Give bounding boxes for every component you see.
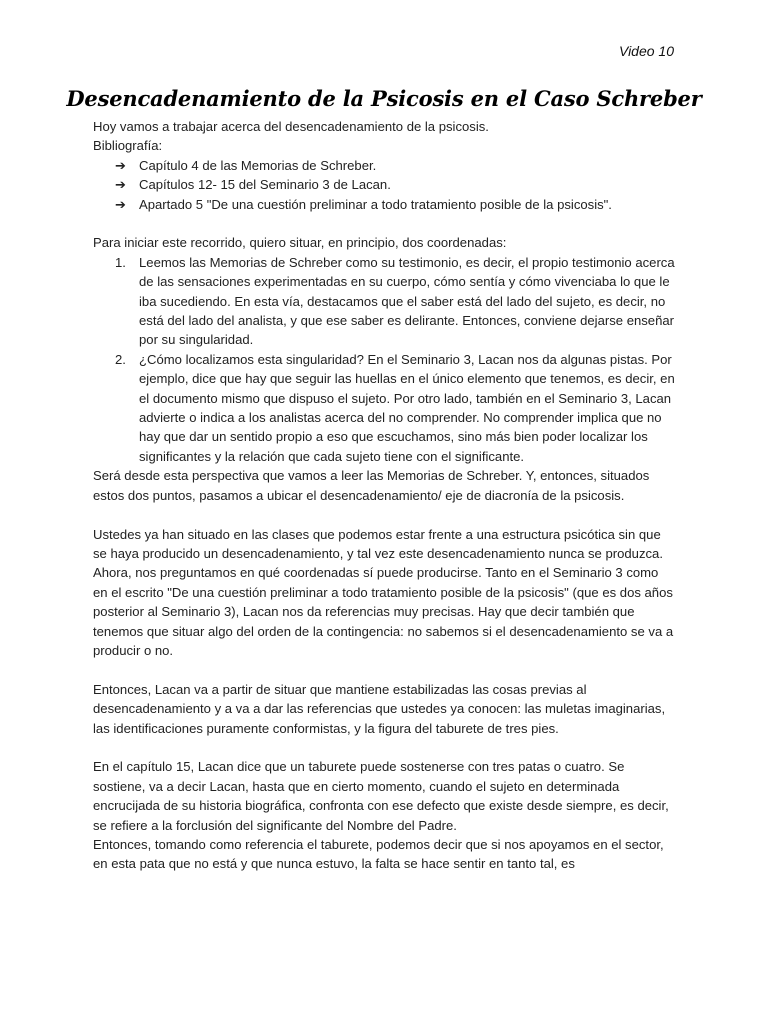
bibliography-item: ➔ Capítulo 4 de las Memorias de Schreber. bbox=[115, 156, 676, 175]
video-label: Video 10 bbox=[618, 43, 674, 59]
paragraph-capitulo-15: En el capítulo 15, Lacan dice que un taburete puede sostenerse con tres patas o cuatro. Se sostiene, va a decir Lacan, hasta que en cierto momento, cuando el sujeto en determinada encrucijada de su historia biográfica, confronta con ese defecto que existe desde siempre, es decir, se refiere a la forclusión del significante del Nombre del Padre. bbox=[93, 759, 669, 833]
spacer bbox=[93, 738, 676, 757]
spacer bbox=[93, 214, 676, 233]
spacer bbox=[93, 505, 676, 524]
bibliography-item: ➔ Capítulos 12- 15 del Seminario 3 de Lacan. bbox=[115, 175, 676, 194]
coords-list bbox=[93, 253, 676, 466]
arrow-right-icon: ➔ bbox=[115, 196, 126, 212]
bibliography-list bbox=[93, 156, 676, 214]
paragraph-estabilizadas: Entonces, Lacan va a partir de situar que mantiene estabilizadas las cosas previas al desencadenamiento y a va a dar las referencias que ustedes ya conocen: las muletas imaginarias, las identificaciones puramente conformistas, y la figura del taburete de tres pies. bbox=[93, 681, 666, 736]
bibliography-label: Bibliografía: bbox=[93, 138, 163, 154]
coords-item: 1. Leemos las Memorias de Schreber como su testimonio, es decir, el propio testimonio acerca de las sensaciones experimentadas en su cuerpo, cómo sentía y cómo vivenciaba lo que le iba sucediendo. En esta vía, destacamos que el saber está del lado del sujeto, es decir, no está del lado del analista, y que ese saber es delirante. Entonces, conviene dejarse enseñar por su singularidad. bbox=[115, 254, 675, 348]
bibliography-item: ➔ Apartado 5 "De una cuestión preliminar a todo tratamiento posible de la psicosis". bbox=[115, 195, 676, 214]
arrow-right-icon: ➔ bbox=[115, 157, 126, 173]
arrow-right-icon: ➔ bbox=[115, 177, 126, 193]
paragraph-estructura: Ustedes ya han situado en las clases que podemos estar frente a una estructura psicótica sin que se haya producido un desencadenamiento, y tal vez este desencadenamiento nunca se produzca. Ahora, nos preguntamos en qué coordenadas sí puede producirse. Tanto en el Seminario 3 como en el escrito "De una cuestión preliminar a todo tratamiento posible de la psicosis" (que es dos años posterior al Seminario 3), Lacan nos da referencias muy precisas. Hay que decir también que tenemos que situar algo del orden de la contingencia: no sabemos si el desencadenamiento se va a producir o no. bbox=[93, 526, 674, 658]
coords-item: 2. ¿Cómo localizamos esta singularidad? En el Seminario 3, Lacan nos da algunas pistas. Por ejemplo, dice que hay que seguir las huellas en el único elemento que tenemos, es decir, en el documento mismo que dispuso el sujeto. Por otro lado, también en el Seminario 3, Lacan advierte o indica a los analistas acerca del no comprender. No comprender implica que no hay que dar un sentido propio a eso que escuchamos, sino más bien poder localizar los significantes y la relación que cada sujeto tiene con el significante. bbox=[115, 351, 675, 464]
spacer bbox=[93, 660, 676, 679]
document-body bbox=[93, 117, 676, 874]
paragraph-taburete: Entonces, tomando como referencia el taburete, podemos decir que si nos apoyamos en el sector, en esta pata que no está y que nunca estuvo, la falta se hace sentir en tanto tal, es bbox=[93, 836, 664, 872]
coords-intro: Para iniciar este recorrido, quiero situar, en principio, dos coordenadas: bbox=[93, 235, 507, 251]
paragraph-perspectiva: Será desde esta perspectiva que vamos a leer las Memorias de Schreber. Y, entonces, situados estos dos puntos, pasamos a ubicar el desencadenamiento/ eje de diacronía de la psicosis. bbox=[93, 468, 650, 503]
page-title: Desencadenamiento de la Psicosis en el Caso Schreber bbox=[66, 86, 702, 111]
intro-paragraph: Hoy vamos a trabajar acerca del desencadenamiento de la psicosis. bbox=[93, 119, 489, 134]
